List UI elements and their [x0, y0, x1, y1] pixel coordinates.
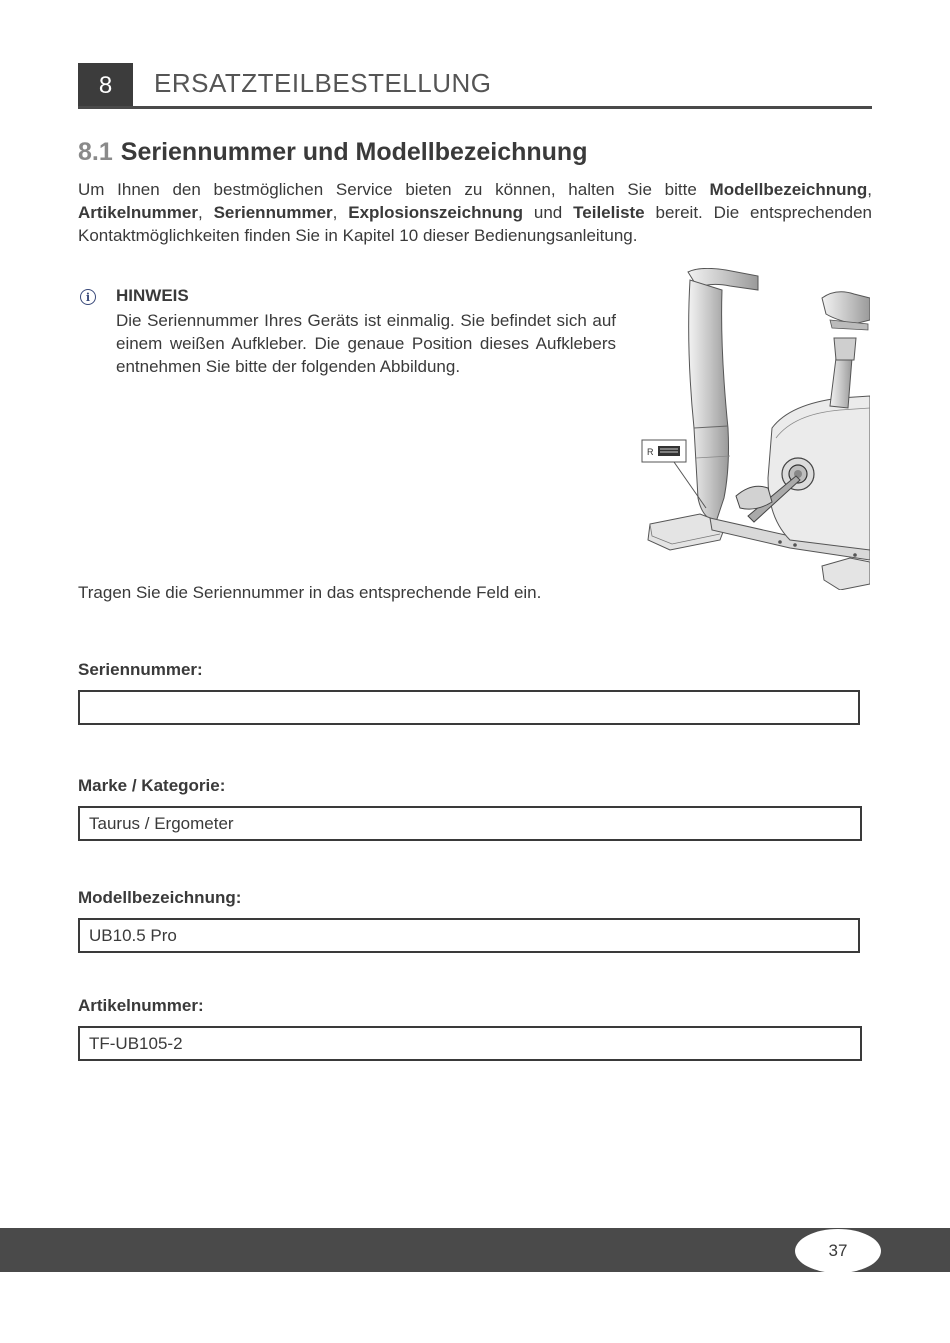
chapter-header [78, 63, 872, 109]
intro-bold-partslist: Teileliste [573, 203, 645, 222]
intro-bold-serial: Seriennummer [213, 203, 333, 222]
article-number-field[interactable]: TF-UB105-2 [78, 1026, 862, 1061]
bike-illustration [640, 268, 870, 590]
intro-text: , [332, 203, 349, 222]
note-title: HINWEIS [116, 286, 189, 305]
serial-number-label: Seriennummer: [78, 660, 203, 679]
info-icon: i [80, 289, 96, 305]
chapter-number: 8 [78, 63, 133, 108]
intro-bold-article: Artikelnummer [78, 203, 198, 222]
brand-category-field[interactable]: Taurus / Ergometer [78, 806, 862, 841]
page-number: 37 [795, 1229, 881, 1273]
intro-text: , [197, 203, 214, 222]
note-text: Die Seriennummer Ihres Geräts ist einmalig. Sie befindet sich auf einem weißen Aufkleber. Die genaue Position dieses Aufklebers entnehmen Sie bitte der folgenden Abbildung. [116, 311, 616, 376]
sticker-label: R [647, 447, 654, 457]
chapter-title: ERSATZTEILBESTELLUNG [154, 68, 492, 98]
intro-text: bereit. Die entsprechenden Kontaktmöglichkeiten finden Sie in Kapitel 10 dieser Bedienungsanleitung. [78, 203, 872, 245]
section-title: Seriennummer und Modellbezeichnung [120, 138, 588, 166]
intro-text: , [867, 180, 872, 199]
intro-text: und [523, 203, 574, 222]
serial-number-field[interactable] [78, 690, 860, 725]
instruction-text: Tragen Sie die Seriennummer in das entsprechende Feld ein. [78, 583, 542, 602]
intro-paragraph [78, 178, 872, 247]
model-label: Modellbezeichnung: [78, 888, 242, 907]
article-number-label: Artikelnummer: [78, 996, 204, 1015]
brand-category-label: Marke / Kategorie: [78, 776, 226, 795]
intro-bold-model: Modellbezeichnung [709, 180, 868, 199]
intro-bold-exploded: Explosionszeichnung [348, 203, 523, 222]
model-field[interactable]: UB10.5 Pro [78, 918, 860, 953]
chapter-divider [78, 106, 872, 109]
intro-text: Um Ihnen den bestmöglichen Service bieten zu können, halten Sie bitte [78, 180, 710, 199]
section-heading [78, 138, 587, 167]
section-number: 8.1 [78, 138, 113, 166]
